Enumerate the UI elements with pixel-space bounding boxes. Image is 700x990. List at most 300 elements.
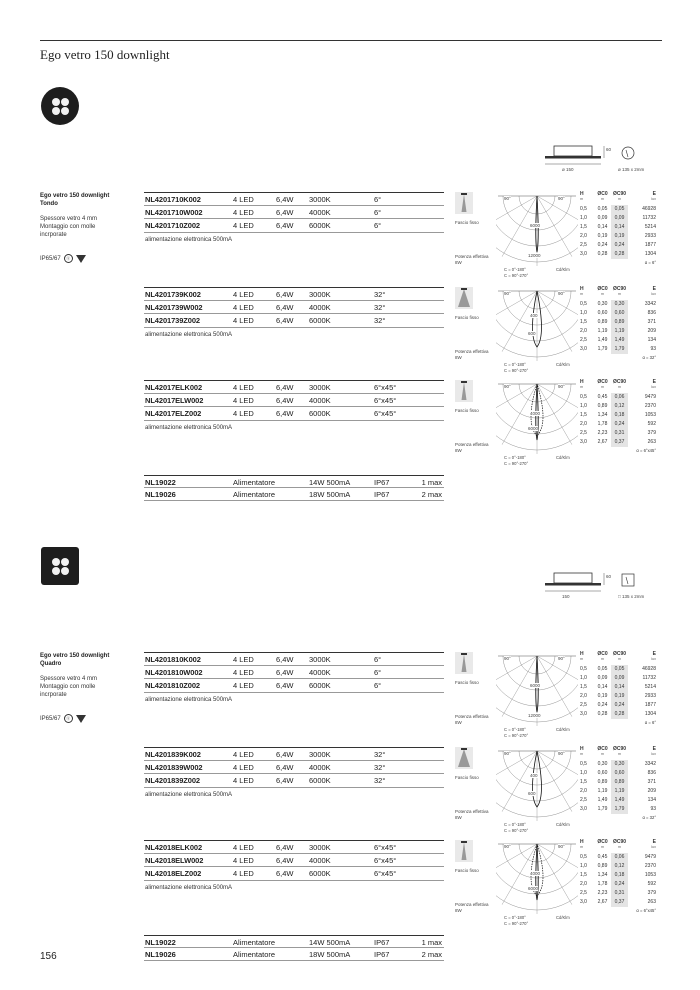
photometry-cell: 2,5 (580, 430, 587, 436)
power: 6,4W (276, 290, 294, 299)
photometry-cell: 2,23 (597, 890, 608, 896)
polar-inner-value: 4000 (530, 871, 541, 876)
color-temp: 3000K (309, 655, 331, 664)
polar-unit: Cd/Klm (556, 455, 570, 460)
beam-source (461, 653, 467, 655)
unit-cell: m (580, 657, 584, 661)
color-temp: 6000K (309, 681, 331, 690)
led-dot (52, 107, 60, 115)
power-label: Potenza effettiva (455, 349, 489, 354)
beam-source (461, 288, 467, 290)
photometry-cell: 2,0 (580, 421, 587, 427)
led-dot (61, 567, 69, 575)
beam-svg (455, 192, 473, 214)
color-temp: 4000K (309, 302, 331, 312)
polar-spoke (537, 656, 578, 691)
photometry-cell: 2,67 (597, 439, 608, 445)
beam-source (461, 381, 467, 383)
photometry-cell: 0,28 (597, 251, 608, 257)
page-number: 156 (40, 951, 57, 962)
table-row (144, 407, 444, 421)
beam-svg (455, 840, 473, 862)
product-square-icon (41, 547, 79, 585)
beam-icon (455, 380, 473, 402)
cutout-mark (626, 150, 628, 157)
led-count: 4 LED (233, 655, 254, 664)
photometry-table (580, 191, 656, 265)
polar-legend (504, 915, 528, 927)
description-line: Montaggio con molle (40, 224, 96, 230)
product-code: NL4201839K002 (145, 750, 201, 759)
color-temp: 3000K (309, 383, 331, 392)
led-dot (61, 558, 69, 566)
product-group (144, 287, 444, 338)
polar-right-angle: 90° (558, 384, 565, 389)
polar-inner-value: 400 (530, 773, 538, 778)
photometry-cell: 46928 (642, 666, 656, 672)
table-row (144, 679, 444, 693)
photometry-row (580, 692, 656, 701)
power: 6,4W (276, 302, 294, 312)
polar-svg (496, 190, 578, 272)
photometry-row (580, 300, 656, 309)
photometry-cell: 1,79 (611, 345, 628, 354)
photometry-row (580, 250, 656, 259)
ip-rating-text: IP65/67 (40, 255, 61, 262)
table-row (144, 394, 444, 408)
photometry-row (580, 674, 656, 683)
photometry-row (580, 683, 656, 692)
polar-diagram (496, 650, 578, 732)
unit-cell: lux (651, 752, 656, 756)
product-code: NL4201710K002 (145, 195, 201, 204)
header-cell: ØC0 (597, 286, 608, 292)
beam-alpha: α = 32° (642, 355, 656, 360)
unit-cell: m (600, 385, 605, 389)
product-description (40, 215, 97, 239)
accessory-spec: 18W 500mA (309, 490, 351, 499)
product-group (144, 192, 444, 243)
polar-spoke (537, 751, 578, 786)
led-dot (52, 567, 60, 575)
photometry-cell: 0,14 (597, 684, 608, 690)
photometry-units (580, 657, 656, 661)
polar-svg (496, 378, 578, 460)
led-count: 4 LED (233, 750, 254, 759)
unit-cell: m (600, 752, 605, 756)
photometry-cell: 1,49 (611, 336, 628, 345)
photometry-row (580, 438, 656, 447)
led-count: 4 LED (233, 776, 254, 785)
photometry-cell: 1,34 (597, 872, 608, 878)
photometry-cell: 46928 (642, 206, 656, 212)
product-code: NL42018ELW002 (145, 855, 204, 865)
beam-source (461, 193, 467, 195)
power: 6,4W (276, 776, 294, 785)
photometry-cell: 0,30 (611, 760, 628, 769)
photometry-cell: 3342 (644, 301, 656, 307)
led-count: 4 LED (233, 290, 254, 299)
color-temp: 6000K (309, 869, 331, 878)
beam-svg (455, 380, 473, 402)
table-row (144, 867, 444, 881)
header-cell: H (580, 191, 584, 197)
legend-c90: C = 90°-270° (504, 828, 529, 833)
photometry-cell: 2,67 (597, 899, 608, 905)
photometry-cell: 11732 (642, 215, 656, 221)
beam-angle: 6° (374, 221, 382, 230)
header-cell: ØC90 (612, 286, 627, 292)
beam-alpha: α = 6°x45° (636, 448, 656, 453)
photometry-cell: 0,28 (611, 250, 628, 259)
dim-diameter-label: 150 (562, 594, 570, 599)
polar-legend (504, 727, 528, 739)
dimension-svg (540, 140, 660, 180)
power-value: 8W (455, 448, 462, 453)
photometry-cell: 1,5 (580, 319, 587, 325)
color-temp: 6000K (309, 316, 331, 325)
polar-unit: Cd/Klm (556, 822, 570, 827)
product-code: NL4201839W002 (145, 762, 203, 772)
photometry-cell: 0,5 (580, 206, 587, 212)
dim-height-label: 60 (606, 147, 612, 152)
photometry-cell: 2,5 (580, 797, 587, 803)
accessory-table (144, 935, 444, 961)
product-code: NL4201710Z002 (145, 221, 200, 230)
unit-cell: m (617, 292, 622, 296)
led-count: 4 LED (233, 383, 254, 392)
photometry-cell: 1,5 (580, 224, 587, 230)
beam-angle: 6° (374, 681, 382, 690)
beam-angle: 32° (374, 776, 386, 785)
photometry-cell: 0,31 (611, 429, 628, 438)
cert-triangle-icon (76, 255, 86, 263)
header-cell: H (580, 379, 584, 385)
legend-c90: C = 90°-270° (504, 368, 529, 373)
header-cell: ØC0 (597, 651, 608, 657)
supply-note: alimentazione elettronica 500mA (145, 884, 233, 891)
photometry-row (580, 411, 656, 420)
led-count: 4 LED (233, 409, 254, 418)
polar-right-angle: 90° (558, 844, 565, 849)
polar-inner-value: 6000 (530, 683, 541, 688)
beam-angle: 6°x45° (374, 855, 397, 865)
photometry-cell: 0,19 (611, 232, 628, 241)
photometry-cell: 134 (647, 337, 656, 343)
color-temp: 6000K (309, 221, 331, 230)
photometry-table (580, 651, 656, 725)
polar-svg (496, 285, 578, 367)
beam-icon (455, 652, 473, 674)
photometry-cell: 2,0 (580, 233, 587, 239)
dim-diameter-label: ø 150 (562, 167, 574, 172)
beam-angle: 6°x45° (374, 843, 397, 852)
polar-diagram (496, 190, 578, 272)
photometry-cell: 2370 (644, 863, 656, 869)
photometry-row (580, 898, 656, 907)
header-cell: H (580, 651, 584, 657)
unit-cell: m (617, 197, 622, 201)
product-code: NL42018ELK002 (145, 843, 203, 852)
unit-cell: m (580, 292, 584, 296)
page-title: Ego vetro 150 downlight (40, 47, 170, 62)
photometry-cell: 1,49 (597, 797, 608, 803)
table-row (144, 774, 444, 788)
header-cell: E (652, 191, 656, 197)
photometry-cell: 0,37 (611, 898, 628, 907)
photometry-row (580, 889, 656, 898)
polar-outer-value: 6000 (528, 426, 539, 431)
description-line: Spessore vetro 4 mm (40, 676, 98, 682)
header-cell: E (652, 379, 656, 385)
photometry-cell: 0,37 (611, 438, 628, 447)
dimension-drawing (540, 567, 660, 607)
accessory-ip: IP67 (374, 950, 390, 959)
photometry-cell: 0,09 (597, 215, 608, 221)
photometry-cell: 0,60 (611, 769, 628, 778)
accessory-type: Alimentatore (233, 490, 276, 499)
power-value: 8W (455, 908, 462, 913)
legend-c0: C = 0°-180° (504, 727, 526, 732)
photometry-cell: 0,12 (611, 402, 628, 411)
photometry-row (580, 420, 656, 429)
photometry-cell: 1,19 (597, 788, 608, 794)
dim-height-label: 60 (606, 574, 612, 579)
supply-note: alimentazione elettronica 500mA (145, 424, 233, 431)
photometry-cell: 0,30 (597, 301, 608, 307)
photometry-cell: 371 (647, 779, 656, 785)
dimension-drawing (540, 140, 660, 180)
photometry-cell: 209 (647, 788, 656, 794)
accessory-type: Alimentatore (233, 950, 276, 959)
header-cell: ØC0 (597, 379, 608, 385)
product-subname: Tondo (40, 201, 58, 207)
color-temp: 3000K (309, 290, 331, 299)
polar-left-angle: 90° (504, 196, 511, 201)
beam-angle: 6°x45° (374, 395, 397, 405)
photometry-row (580, 345, 656, 354)
photometry-cell: 2,5 (580, 337, 587, 343)
polar-diagram (496, 378, 578, 460)
table-row (144, 761, 444, 775)
led-dot (61, 107, 69, 115)
polar-legend (504, 267, 528, 279)
unit-cell: m (580, 845, 584, 849)
photometry-cell: 3,0 (580, 899, 587, 905)
photometry-row (580, 701, 656, 710)
color-temp: 3000K (309, 750, 331, 759)
product-name-line: Ego vetro 150 downlight (40, 653, 110, 659)
legend-c90: C = 90°-270° (504, 733, 529, 738)
beam-cone (458, 289, 470, 307)
table-row (144, 206, 444, 220)
unit-cell: m (580, 197, 584, 201)
beam-angle: 6° (374, 667, 382, 677)
cert-triangle-icon (76, 715, 86, 723)
photometry-cell: 0,5 (580, 666, 587, 672)
polar-spoke (537, 844, 572, 905)
photometry-cell: 1,0 (580, 863, 587, 869)
description-line: Spessore vetro 4 mm (40, 216, 98, 222)
accessory-code: NL19026 (145, 490, 176, 499)
polar-spoke (496, 751, 537, 786)
photometry-cell: 2,5 (580, 242, 587, 248)
legend-c90: C = 90°-270° (504, 461, 529, 466)
photometry-cell: 93 (650, 806, 656, 812)
photometry-cell: 0,5 (580, 301, 587, 307)
power: 6,4W (276, 667, 294, 677)
product-group (144, 380, 444, 431)
polar-spoke (496, 291, 537, 326)
polar-spoke (502, 751, 537, 812)
beam-alpha: α = 6° (644, 720, 656, 725)
led-count: 4 LED (233, 843, 254, 852)
photometry-table (580, 286, 656, 360)
photometry-cell: 9479 (644, 854, 656, 860)
beam-angle: 6° (374, 207, 382, 217)
product-code: NL4201810W002 (145, 667, 203, 677)
photometry-row (580, 232, 656, 241)
photometry-row (580, 327, 656, 336)
description-line: incrporate (40, 692, 67, 698)
polar-outer-value: 6000 (528, 886, 539, 891)
accessory-spec: 18W 500mA (309, 950, 351, 959)
accessory-type: Alimentatore (233, 938, 276, 947)
photometry-units (580, 845, 656, 849)
polar-inner-value: 6000 (530, 223, 541, 228)
beam-source (461, 841, 467, 843)
dim-cutout-label: □ 135 x 2mm (618, 594, 645, 599)
polar-unit: Cd/Klm (556, 915, 570, 920)
beam-cone (462, 842, 467, 860)
photometry-cell: 1,5 (580, 412, 587, 418)
power-value: 8W (455, 815, 462, 820)
header-cell: ØC90 (612, 839, 627, 845)
fixture-body (554, 146, 592, 156)
cutout-round (622, 147, 634, 159)
photometry-cell: 1,79 (597, 346, 608, 352)
beam-icon (455, 192, 473, 214)
cert-mark-icon: Ⓢ (64, 714, 73, 723)
photometry-row (580, 805, 656, 814)
beam-icon (455, 287, 473, 309)
beam-label: Fascio fisso (455, 408, 479, 413)
accessory-max: 1 max (421, 938, 442, 947)
photometry-cell: 2,23 (597, 430, 608, 436)
power: 6,4W (276, 316, 294, 325)
photometry-cell: 0,09 (611, 674, 628, 683)
unit-cell: m (580, 385, 584, 389)
power: 6,4W (276, 383, 294, 392)
beam-angle: 32° (374, 290, 386, 299)
polar-inner-value: 400 (530, 313, 538, 318)
unit-cell: m (617, 385, 622, 389)
supply-note: alimentazione elettronica 500mA (145, 236, 233, 243)
power-label: Potenza effettiva (455, 442, 489, 447)
accessory-row (144, 948, 444, 961)
photometry-cell: 0,24 (597, 702, 608, 708)
header-cell: ØC0 (597, 839, 608, 845)
unit-cell: m (600, 197, 605, 201)
photometry-cell: 0,06 (611, 853, 628, 862)
photometry-cell: 0,18 (611, 411, 628, 420)
product-code: NL4201739Z002 (145, 316, 200, 325)
photometry-cell: 1,19 (611, 787, 628, 796)
photometry-row (580, 853, 656, 862)
led-dot (61, 98, 69, 106)
photometry-cell: 134 (647, 797, 656, 803)
header-cell: H (580, 286, 584, 292)
photometry-row (580, 336, 656, 345)
polar-unit: Cd/Klm (556, 267, 570, 272)
legend-c0: C = 0°-180° (504, 455, 526, 460)
table-row (144, 747, 444, 761)
accessory-ip: IP67 (374, 938, 390, 947)
beam-icon (455, 747, 473, 769)
unit-cell: lux (651, 197, 656, 201)
unit-cell: lux (651, 385, 656, 389)
accessory-type: Alimentatore (233, 478, 276, 487)
product-description (40, 675, 97, 699)
photometry-row (580, 318, 656, 327)
product-code: NL4201839Z002 (145, 776, 200, 785)
photometry-cell: 209 (647, 328, 656, 334)
table-row (144, 219, 444, 233)
photometry-cell: 0,05 (611, 205, 628, 214)
photometry-cell: 0,30 (611, 300, 628, 309)
photometry-cell: 3,0 (580, 806, 587, 812)
beam-cone (462, 194, 467, 212)
photometry-cell: 9479 (644, 394, 656, 400)
photometry-cell: 2,5 (580, 890, 587, 896)
polar-right-angle: 90° (558, 656, 565, 661)
polar-outer-value: 600 (528, 331, 536, 336)
photometry-cell: 2,0 (580, 788, 587, 794)
polar-outer-value: 600 (528, 791, 536, 796)
color-temp: 4000K (309, 855, 331, 865)
photometry-cell: 1,49 (611, 796, 628, 805)
photometry-units (580, 752, 656, 756)
led-count: 4 LED (233, 667, 254, 677)
beam-label: Fascio fisso (455, 868, 479, 873)
header-cell: ØC90 (612, 191, 627, 197)
legend-c0: C = 0°-180° (504, 362, 526, 367)
photometry-row (580, 214, 656, 223)
polar-svg (496, 650, 578, 732)
photometry-row (580, 241, 656, 250)
polar-right-angle: 90° (558, 751, 565, 756)
supply-note: alimentazione elettronica 500mA (145, 331, 233, 338)
photometry-row (580, 871, 656, 880)
photometry-cell: 0,24 (611, 241, 628, 250)
polar-left-angle: 90° (504, 384, 511, 389)
header-cell: H (580, 746, 584, 752)
accessory-row (144, 935, 444, 948)
product-group (144, 747, 444, 798)
photometry-cell: 1,0 (580, 215, 587, 221)
product-code: NL42017ELW002 (145, 395, 204, 405)
photometry-row (580, 393, 656, 402)
photometry-cell: 1877 (644, 242, 656, 248)
beam-angle: 6°x45° (374, 383, 397, 392)
unit-cell: m (617, 752, 622, 756)
product-name-line: Ego vetro 150 downlight (40, 193, 110, 199)
beam-label: Fascio fisso (455, 680, 479, 685)
photometry-table (580, 839, 656, 913)
beam-angle: 6° (374, 655, 382, 664)
photometry-cell: 0,24 (597, 242, 608, 248)
dim-cutout-label: ø 135 x 2mm (618, 167, 645, 172)
